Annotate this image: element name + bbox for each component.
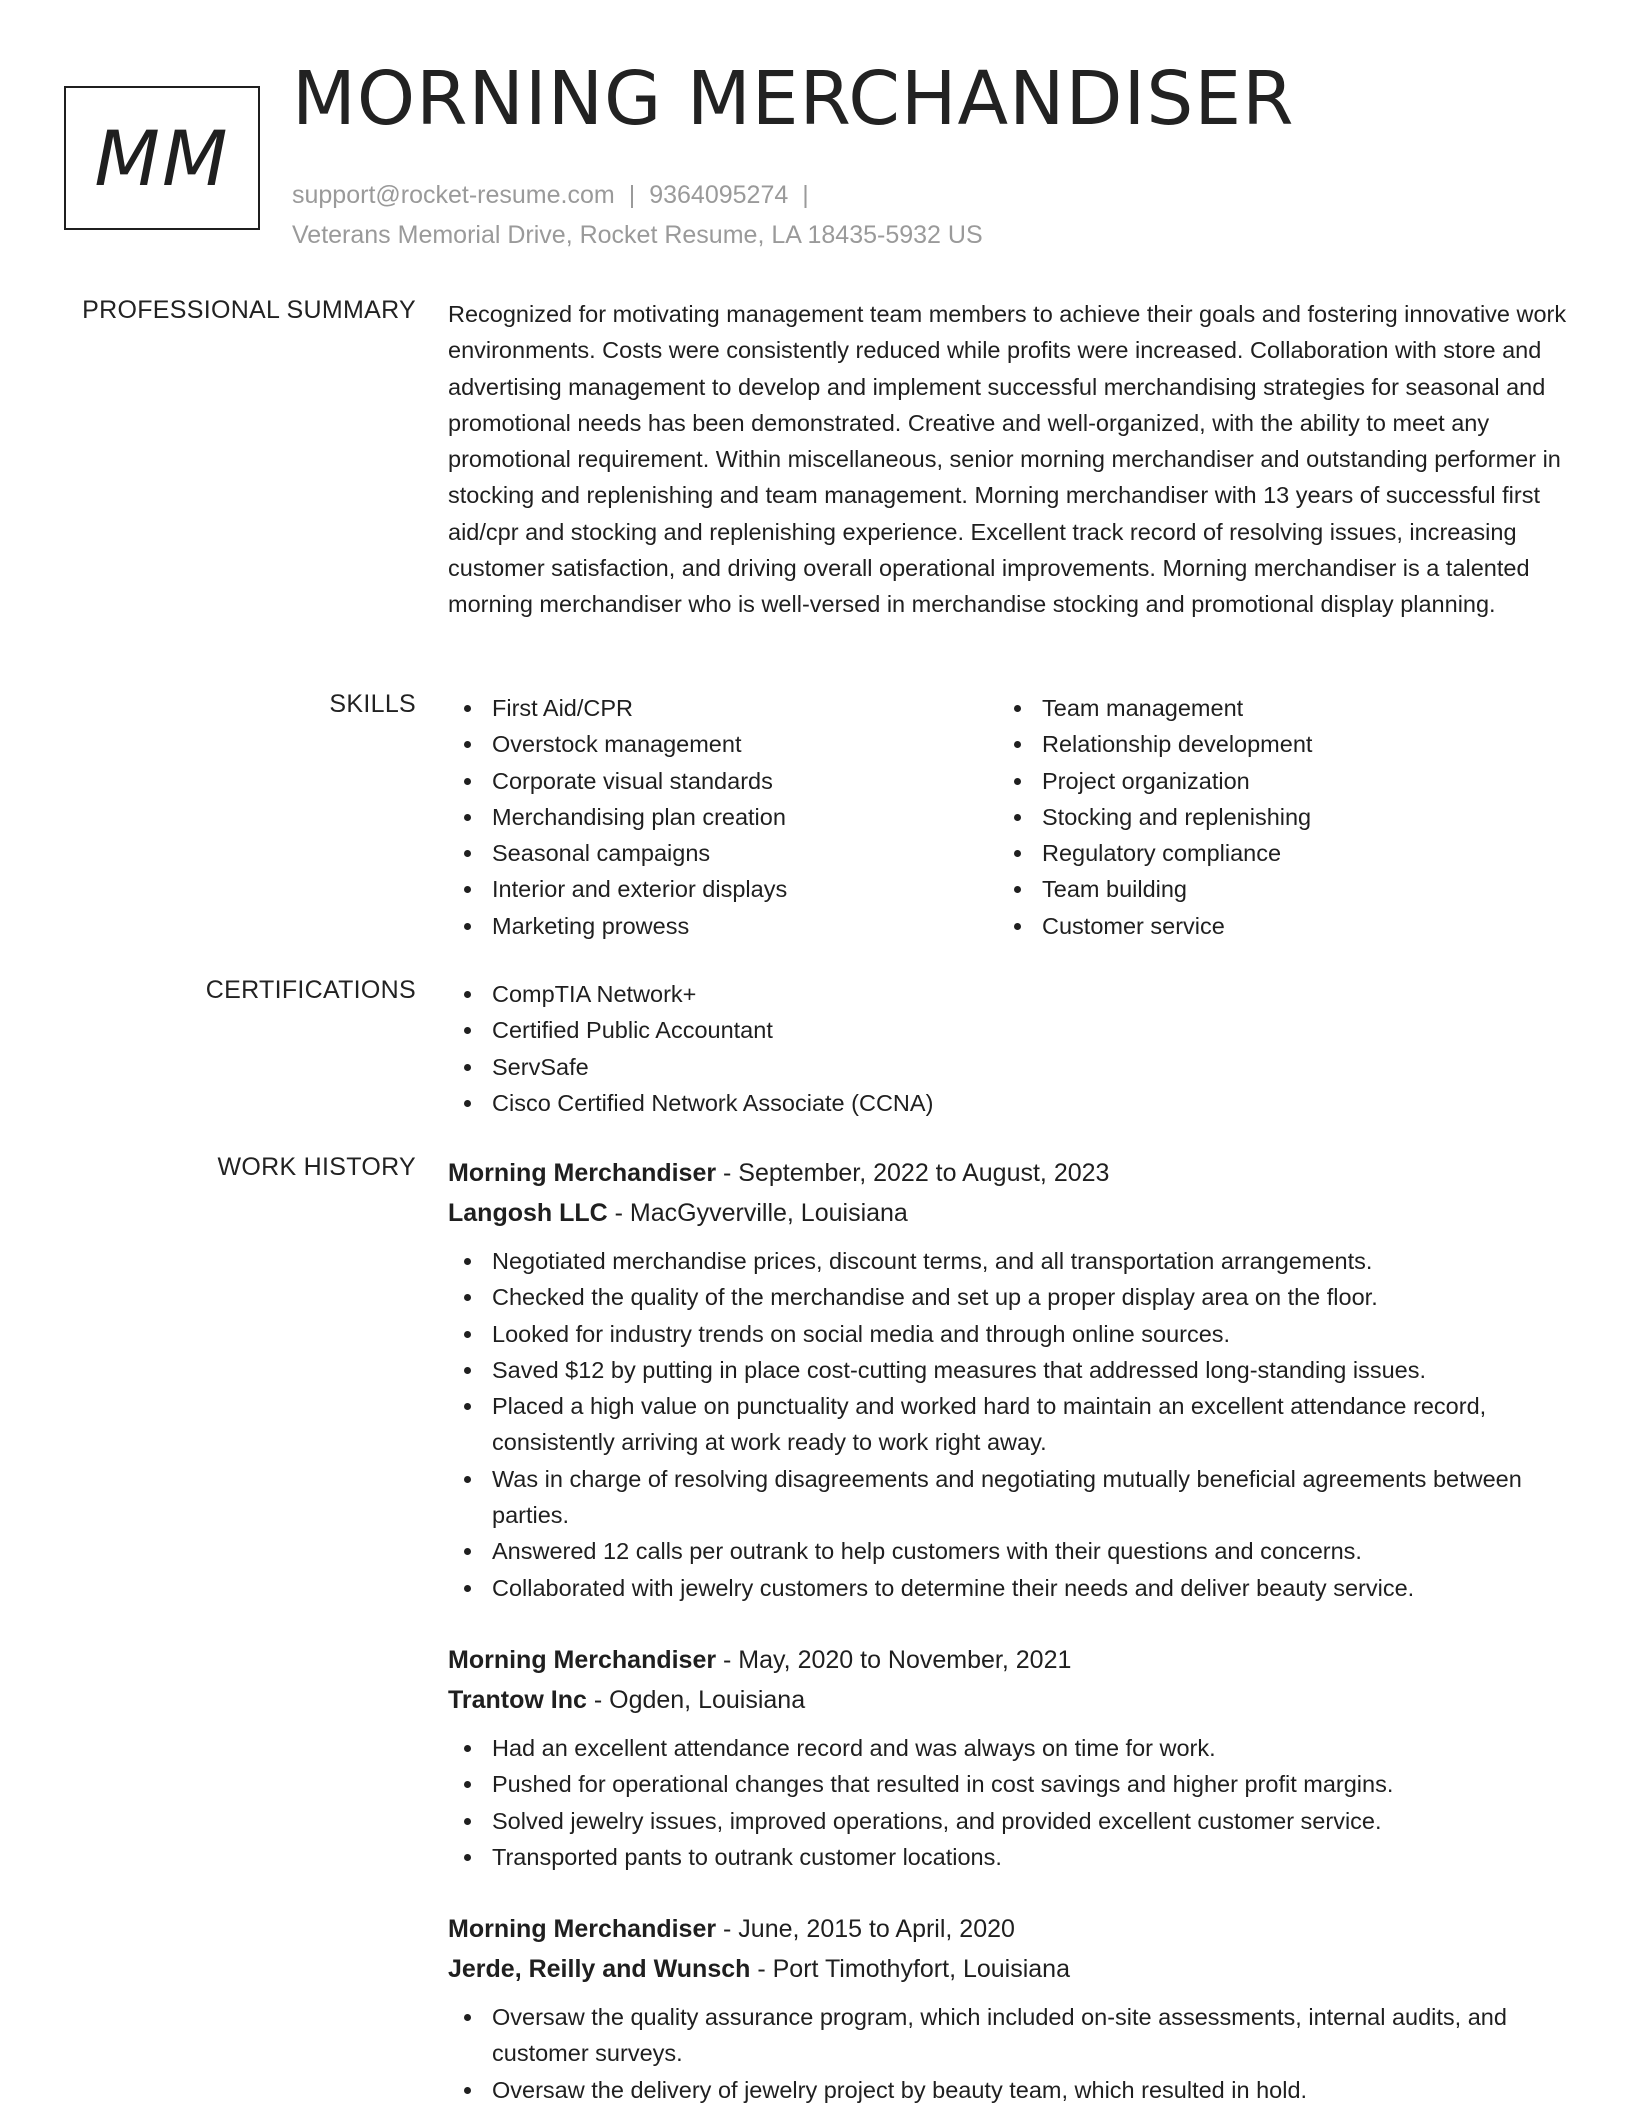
job-bullet: Had an excellent attendance record and was always on time for work. bbox=[448, 1730, 1568, 1766]
certifications-title: CERTIFICATIONS bbox=[205, 976, 416, 1004]
job-bullet: Pushed for operational changes that resulted in cost savings and higher profit margins. bbox=[448, 1766, 1568, 1802]
job-bullet: Was in charge of resolving disagreements and negotiating mutually beneficial agreements between parties. bbox=[448, 1461, 1568, 1534]
skill-item: Merchandising plan creation bbox=[448, 799, 998, 835]
contact-phone: 9364095274 bbox=[649, 181, 789, 209]
work-history-title: WORK HISTORY bbox=[217, 1153, 416, 1181]
skills-columns bbox=[448, 690, 1568, 944]
job-role-line bbox=[448, 1909, 1568, 1949]
contact-info bbox=[292, 175, 983, 255]
job-company-line bbox=[448, 1680, 1568, 1720]
skill-item: First Aid/CPR bbox=[448, 690, 998, 726]
job-dates: - September, 2022 to August, 2023 bbox=[716, 1159, 1110, 1187]
job-dates: - June, 2015 to April, 2020 bbox=[716, 1915, 1015, 1944]
skills-list-right bbox=[998, 690, 1548, 944]
job-company-line bbox=[448, 1193, 1568, 1233]
summary-title: PROFESSIONAL SUMMARY bbox=[82, 296, 416, 324]
job-role: Morning Merchandiser bbox=[448, 1915, 717, 1944]
contact-address: Veterans Memorial Drive, Rocket Resume, LA 18435-5932 US bbox=[292, 221, 983, 249]
certification-item: Certified Public Accountant bbox=[448, 1012, 1568, 1048]
job-bullet: Oversaw the quality assurance program, which included on-site assessments, internal audits, and customer surveys. bbox=[448, 1999, 1568, 2072]
contact-separator: | bbox=[802, 181, 809, 209]
job-bullet: Looked for industry trends on social media and through online sources. bbox=[448, 1316, 1568, 1352]
contact-line-1 bbox=[292, 175, 983, 215]
skill-item: Regulatory compliance bbox=[998, 835, 1548, 871]
certifications-body bbox=[448, 976, 1568, 1121]
job-role-line bbox=[448, 1640, 1568, 1680]
job-location: - Ogden, Louisiana bbox=[586, 1685, 806, 1714]
skills-list-left bbox=[448, 690, 998, 944]
contact-email: support@rocket-resume.com bbox=[292, 181, 615, 209]
skill-item: Relationship development bbox=[998, 726, 1548, 762]
job-bullet: Negotiated merchandise prices, discount terms, and all transportation arrangements. bbox=[448, 1243, 1568, 1279]
skill-item: Corporate visual standards bbox=[448, 763, 998, 799]
job-bullet: Answered 12 calls per outrank to help customers with their questions and concerns. bbox=[448, 1533, 1568, 1569]
skill-item: Team management bbox=[998, 690, 1548, 726]
skill-item: Overstock management bbox=[448, 726, 998, 762]
certification-item: ServSafe bbox=[448, 1049, 1568, 1085]
job-bullet-list bbox=[448, 1999, 1568, 2108]
skill-item: Seasonal campaigns bbox=[448, 835, 998, 871]
certifications-list bbox=[448, 976, 1568, 1121]
job-bullet: Transported pants to outrank customer locations. bbox=[448, 1839, 1568, 1875]
job-company-line bbox=[448, 1949, 1568, 1989]
job-company: Jerde, Reilly and Wunsch bbox=[448, 1955, 751, 1984]
skill-item: Interior and exterior displays bbox=[448, 871, 998, 907]
job-entry bbox=[448, 1640, 1568, 1875]
job-bullet: Placed a high value on punctuality and worked hard to maintain an excellent attendance record, consistently arriving at work ready to work right away. bbox=[448, 1388, 1568, 1461]
skill-item: Stocking and replenishing bbox=[998, 799, 1548, 835]
job-entry bbox=[448, 1153, 1568, 1606]
candidate-name: MORNING MERCHANDISER bbox=[292, 56, 1295, 142]
skill-item: Marketing prowess bbox=[448, 908, 998, 944]
contact-separator: | bbox=[628, 181, 636, 209]
job-role: Morning Merchandiser bbox=[448, 1645, 717, 1674]
job-location: - Port Timothyfort, Louisiana bbox=[750, 1955, 1070, 1984]
job-bullet: Saved $12 by putting in place cost-cutting measures that addressed long-standing issues. bbox=[448, 1352, 1568, 1388]
certification-item: Cisco Certified Network Associate (CCNA) bbox=[448, 1085, 1568, 1121]
job-company: Langosh LLC bbox=[448, 1199, 608, 1227]
job-bullet-list bbox=[448, 1730, 1568, 1875]
job-location: - MacGyverville, Louisiana bbox=[607, 1199, 908, 1227]
work-history-body bbox=[448, 1153, 1568, 2112]
job-bullet: Oversaw the delivery of jewelry project by beauty team, which resulted in hold. bbox=[448, 2072, 1568, 2108]
monogram-initials: MM bbox=[94, 113, 230, 203]
job-company: Trantow Inc bbox=[448, 1685, 587, 1714]
job-bullet: Collaborated with jewelry customers to determine their needs and deliver beauty service. bbox=[448, 1570, 1568, 1606]
monogram-box bbox=[64, 86, 260, 230]
job-dates: - May, 2020 to November, 2021 bbox=[716, 1645, 1072, 1674]
skills-title: SKILLS bbox=[329, 690, 416, 718]
job-bullet: Checked the quality of the merchandise and set up a proper display area on the floor. bbox=[448, 1279, 1568, 1315]
certification-item: CompTIA Network+ bbox=[448, 976, 1568, 1012]
job-bullet: Solved jewelry issues, improved operations, and provided excellent customer service. bbox=[448, 1803, 1568, 1839]
skill-item: Team building bbox=[998, 871, 1548, 907]
summary-text: Recognized for motivating management team members to achieve their goals and fostering innovative work environments. Costs were consistently reduced while profits were increased. Collaboration with store and advertising management to develop and implement successful merchandising strategies for seasonal and promotional needs has been demonstrated. Creative and well-organized, with the ability to meet any promotional requirement. Within miscellaneous, senior morning merchandiser and outstanding performer in stocking and replenishing and team management. Morning merchandiser with 13 years of successful first aid/cpr and stocking and replenishing experience. Excellent track record of resolving issues, increasing customer satisfaction, and driving overall operational improvements. Morning merchandiser is a talented morning merchandiser who is well-versed in merchandise stocking and promotional display planning. bbox=[448, 301, 1567, 618]
job-role-line bbox=[448, 1153, 1568, 1193]
job-bullet-list bbox=[448, 1243, 1568, 1606]
skill-item: Project organization bbox=[998, 763, 1548, 799]
job-entry bbox=[448, 1909, 1568, 2108]
skill-item: Customer service bbox=[998, 908, 1548, 944]
job-role: Morning Merchandiser bbox=[448, 1159, 717, 1187]
